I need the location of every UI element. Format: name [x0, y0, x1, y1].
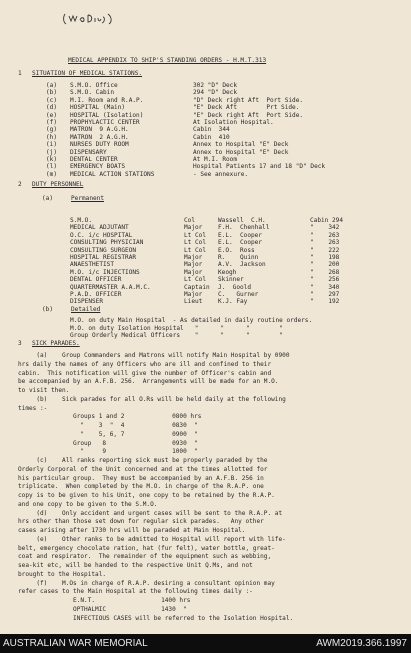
- subsection-label: Detailed: [71, 306, 101, 313]
- staff-cabin: " 222: [310, 246, 340, 254]
- paragraph-line: triplicate. When completed by the M.O. in charge of the R.A.P. one: [18, 483, 264, 491]
- paragraph-line: (d) Only accident and urgent cases will be sent to the R.A.P. at: [18, 509, 283, 517]
- paragraph-line: copy is to be given to his Unit, one copy to be retained by the R.A.P.: [18, 492, 275, 499]
- staff-cabin: " 263: [310, 239, 340, 247]
- detailed-line: Group Orderly Medical Officers " " " ": [70, 332, 283, 340]
- station-name: HOSPITAL (Main): [70, 104, 126, 112]
- staff-role: O.C. i/c HOSPITAL: [70, 231, 133, 239]
- staff-name: A.V. Jackson: [218, 261, 266, 269]
- staff-name: R. Quinn: [218, 254, 259, 261]
- station-location: Annex to Hospital "E" Deck: [193, 148, 289, 156]
- subsection-key: (a): [42, 195, 54, 202]
- staff-cabin: " 340: [310, 283, 340, 291]
- station-name: MATRON 2 A.G.H.: [70, 133, 129, 141]
- section-heading: SICK PARADES.: [32, 340, 80, 347]
- staff-cabin: " 256: [310, 276, 340, 284]
- paragraph-line: his particular group. They must be accompanied by an A.F.B. 256 in: [18, 474, 264, 482]
- paragraph-line: be accompanied by an A.F.B. 256. Arrangements will be made for an M.O.: [18, 378, 279, 386]
- footer-bar: [0, 634, 411, 653]
- staff-cabin: " 192: [310, 298, 340, 306]
- staff-role: HOSPITAL REGISTRAR: [70, 254, 137, 261]
- staff-rank: Captain: [184, 283, 210, 291]
- staff-role: CONSULTING SURGEON: [70, 246, 137, 254]
- station-key: (l): [46, 163, 58, 171]
- paragraph-line: cases arising after 1730 hrs will be paraded at Main Hospital.: [18, 527, 246, 534]
- staff-role: MEDICAL ADJUTANT: [70, 224, 129, 232]
- staff-name: F.H. Chenhall: [218, 224, 270, 232]
- station-name: HOSPITAL (Isolation): [70, 111, 144, 119]
- detailed-line: M.O. on duty Isolation Hospital " " " ": [70, 324, 283, 332]
- station-key: (d): [46, 104, 58, 112]
- station-location: "D" Deck right Aft Port Side.: [193, 96, 304, 104]
- handwritten-annotation: [62, 11, 114, 27]
- section-number: 3: [18, 340, 22, 347]
- paragraph-line: belt, emergency chocolate ration, hat (fur felt), water bottle, great-: [18, 544, 275, 552]
- staff-rank: Lt Col: [184, 239, 207, 247]
- station-key: (c): [46, 96, 58, 104]
- station-name: EMERGENCY BOATS: [70, 163, 126, 171]
- paragraph-line: brought to the Hospital.: [18, 570, 107, 578]
- subsection-label: Permanent: [71, 195, 105, 202]
- footer-accession-number: AWM2019.366.1997: [316, 638, 407, 649]
- paragraph-line: sea-kit etc, will be handed to the respective Unit Q.Ms, and not: [18, 562, 253, 569]
- staff-rank: Col: [184, 217, 196, 224]
- staff-role: QUARTERMASTER A.A.M.C.: [70, 283, 151, 291]
- station-location: 302 "D" Deck: [193, 82, 238, 89]
- station-key: (i): [46, 141, 58, 149]
- station-location: 294 "D" Deck: [193, 89, 238, 97]
- station-name: S.M.O. Office: [70, 82, 118, 89]
- staff-rank: Major: [184, 268, 203, 276]
- paragraph-line: refer cases to the Main Hospital at the following times daily :-: [18, 588, 253, 596]
- detailed-line: M.O. on duty Main Hospital - As detailed in daily routine orders.: [70, 317, 313, 324]
- paragraph-line: E.N.T. 1400 hrs: [18, 597, 191, 604]
- paragraph-line: (a) Group Commanders and Matrons will notify Main Hospital by 0900: [18, 352, 290, 359]
- station-key: (j): [46, 148, 58, 156]
- station-location: At Isolation Hospital.: [193, 119, 274, 126]
- staff-role: CONSULTING PHYSICIAN: [70, 239, 144, 247]
- staff-rank: Major: [184, 261, 203, 269]
- paragraph-line: " 5, 6, 7 0900 ": [18, 430, 198, 438]
- paragraph-line: (c) All ranks reporting sick must be properly paraded by the: [18, 457, 268, 464]
- staff-rank: Major: [184, 224, 203, 232]
- paragraph-line: (b) Sick parades for all O.Rs will be held daily at the following: [18, 395, 286, 403]
- section-heading: SITUATION OF MEDICAL STATIONS.: [32, 70, 143, 77]
- station-key: (a): [46, 82, 58, 89]
- staff-rank: Lieut: [184, 298, 203, 306]
- staff-cabin: " 200: [310, 261, 340, 269]
- staff-role: DISPENSER: [70, 298, 104, 306]
- station-key: (m): [46, 170, 58, 178]
- station-key: (k): [46, 156, 58, 163]
- paragraph-line: hrs daily the names of any Officers who are ill and confined to their: [18, 360, 272, 368]
- station-name: PROPHYLACTIC CENTER: [70, 119, 140, 126]
- paragraph-line: (f) M.Os in charge of R.A.P. desiring a consultant opinion may: [18, 579, 275, 587]
- station-location: "E" Deck Aft Prt Side.: [193, 104, 300, 112]
- staff-cabin: " 263: [310, 231, 340, 239]
- station-key: (f): [46, 119, 58, 126]
- paragraph-line: " 3 " 4 0830 ": [18, 422, 198, 429]
- paragraph-line: Orderly Corporal of the Unit concerned and at the times allotted for: [18, 465, 268, 473]
- station-name: S.M.O. Cabin: [70, 89, 115, 97]
- staff-cabin: " 268: [310, 268, 340, 276]
- station-location: Annex to Hospital "E" Deck: [193, 141, 289, 149]
- staff-rank: Lt Col: [184, 246, 207, 254]
- staff-role: ANAESTHETIST: [70, 261, 115, 269]
- staff-cabin: " 342: [310, 224, 340, 232]
- paragraph-line: OPTHALMIC 1430 ": [18, 605, 187, 613]
- paragraph-line: to visit then.: [18, 387, 70, 394]
- staff-name: E.O. Ross: [218, 246, 255, 254]
- paragraph-line: (e) Other ranks to be admitted to Hospital will report with life-: [18, 535, 286, 543]
- paragraph-line: cabin. This notification will give the number of Officer's cabin and: [18, 369, 272, 377]
- staff-name: C. Gurner: [218, 291, 259, 298]
- staff-rank: Major: [184, 291, 203, 298]
- staff-rank: Major: [184, 254, 203, 261]
- paragraph-line: Group 8 0930 ": [18, 439, 198, 447]
- station-name: DISPENSARY: [70, 148, 107, 156]
- paragraph-line: " 9 1000 ": [18, 448, 198, 456]
- station-name: MATRON 9 A.G.H.: [70, 126, 129, 134]
- staff-name: E.L. Cooper: [218, 239, 263, 247]
- staff-name: K.J. Fay: [218, 298, 248, 306]
- staff-name: Skinner: [218, 276, 244, 284]
- staff-cabin: " 297: [310, 291, 340, 298]
- document-title: MEDICAL APPENDIX TO SHIP'S STANDING ORDERS - H.M.T.313: [68, 57, 267, 64]
- paragraph-line: INFECTIOUS CASES will be referred to the Isolation Hospital.: [18, 614, 294, 622]
- staff-name: E.L. Cooper: [218, 231, 263, 239]
- staff-cabin: Cabin 294: [310, 217, 344, 224]
- station-location: - See annexure.: [193, 170, 249, 178]
- paragraph-line: hrs other than those set down for regular sick parades. Any other: [18, 518, 264, 526]
- paragraph-line: coat and respirator. The remainder of the equipment such as webbing,: [18, 553, 272, 561]
- station-name: NURSES DUTY ROOM: [70, 141, 129, 149]
- station-location: Hospital Patients 17 and 18 "D" Deck: [193, 163, 326, 171]
- section-number: 2: [18, 181, 22, 188]
- staff-role: M.O. i/c INJECTIONS: [70, 268, 140, 276]
- staff-role: P.A.D. OFFICER: [70, 291, 122, 298]
- subsection-key: (b): [42, 306, 54, 313]
- staff-name: J. Goold: [218, 283, 252, 291]
- station-key: (g): [46, 126, 58, 134]
- section-number: 1: [18, 70, 22, 77]
- footer-institution: AUSTRALIAN WAR MEMORIAL: [3, 638, 148, 649]
- staff-rank: Lt Col: [184, 231, 207, 239]
- station-name: DENTAL CENTER: [70, 156, 118, 163]
- station-key: (b): [46, 89, 58, 97]
- staff-role: S.M.O.: [70, 217, 93, 224]
- station-location: "E" Deck right Aft Port Side.: [193, 111, 304, 119]
- paragraph-line: times :-: [18, 404, 48, 412]
- station-location: At M.I. Room: [193, 156, 238, 163]
- station-key: (e): [46, 111, 58, 119]
- staff-name: Wassell C.H.: [218, 217, 266, 224]
- paragraph-line: Groups 1 and 2 0800 hrs: [18, 413, 202, 421]
- station-key: (h): [46, 133, 58, 141]
- staff-role: DENTAL OFFICER: [70, 276, 122, 284]
- station-location: Cabin 344: [193, 126, 230, 134]
- staff-name: Keogh: [218, 268, 237, 276]
- staff-rank: Lt Col: [184, 276, 207, 284]
- station-name: MEDICAL ACTION STATIONS: [70, 170, 155, 178]
- station-location: Cabin 410: [193, 133, 230, 141]
- staff-cabin: " 198: [310, 254, 340, 261]
- paragraph-line: and one copy to be given to the S.M.O.: [18, 500, 158, 508]
- station-name: M.I. Room and R.A.P.: [70, 96, 144, 104]
- section-heading: DUTY PERSONNEL: [32, 181, 84, 188]
